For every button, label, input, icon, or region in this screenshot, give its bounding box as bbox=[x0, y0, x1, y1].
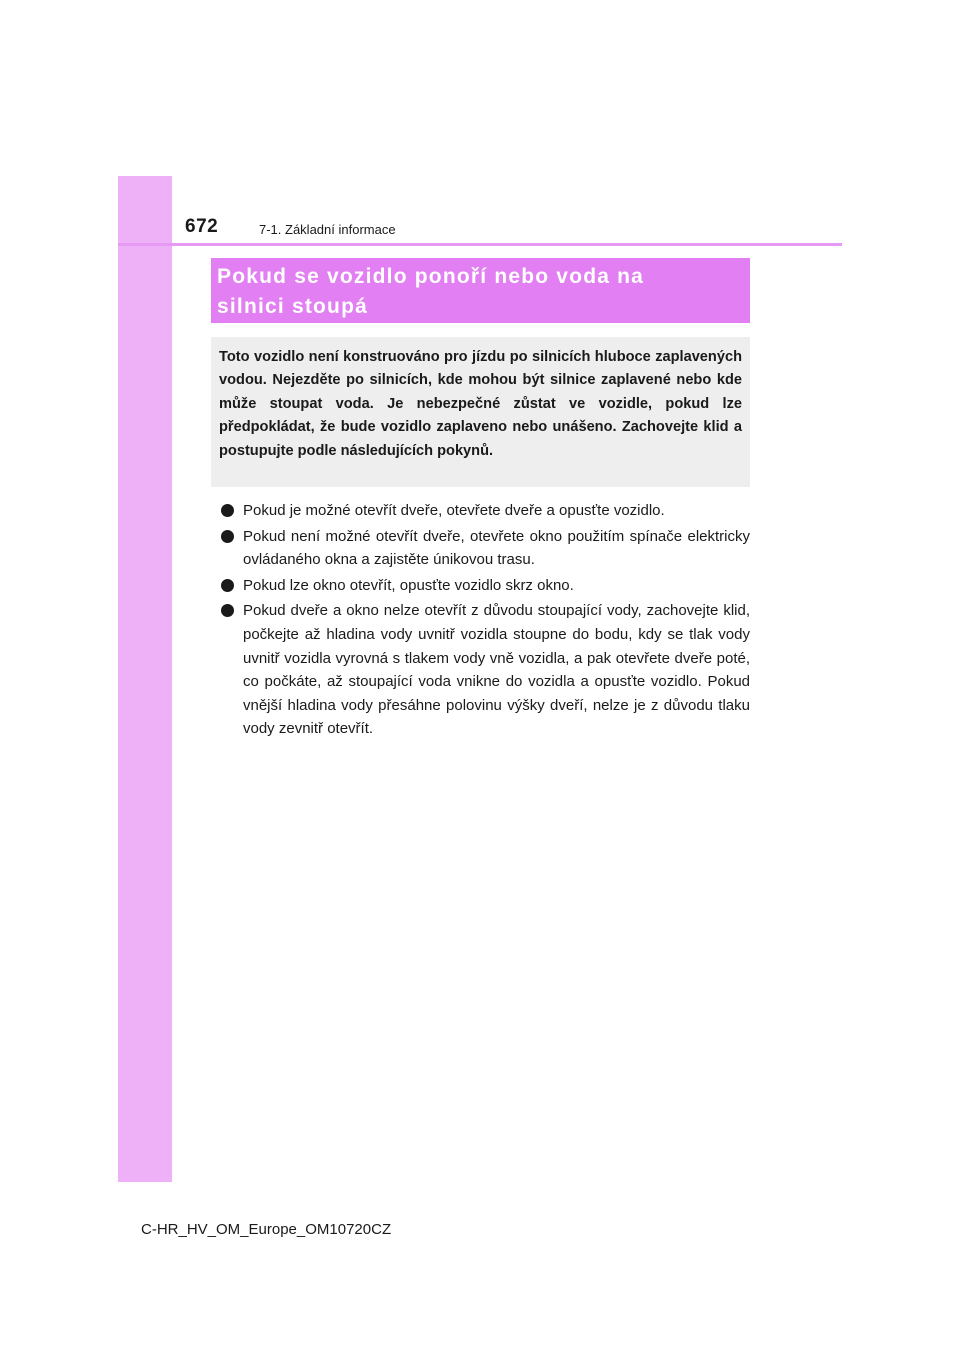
instruction-list bbox=[221, 499, 750, 743]
header-rule bbox=[118, 243, 842, 246]
list-item-text: Pokud dveře a okno nelze otevřít z důvodu stoupající vody, zachovejte klid, počkejte až hladina vody uvnitř vozidla stoupne do bodu, kdy se tlak vody uvnitř vozidla vyrovná s tlakem vody vně vozidla, a pak otevřete dveře poté, co počkáte, až stoupající voda vnikne do vozidla a opusťte vozidlo. Pokud vnější hladina vody přesáhne polovinu výšky dveří, nelze je z důvodu tlaku vody zevnitř otevřít. bbox=[243, 602, 750, 738]
list-item bbox=[221, 574, 750, 598]
side-tab-strip bbox=[118, 176, 172, 1182]
list-item-text: Pokud lze okno otevřít, opusťte vozidlo skrz okno. bbox=[243, 576, 574, 594]
list-item-text: Pokud není možné otevřít dveře, otevřete okno použitím spínače elektricky ovládaného okna a zajistěte únikovou trasu. bbox=[243, 527, 750, 569]
warning-box bbox=[211, 337, 750, 487]
bullet-icon bbox=[221, 504, 234, 517]
list-item bbox=[221, 525, 750, 572]
bullet-icon bbox=[221, 579, 234, 592]
page-number: 672 bbox=[185, 216, 219, 237]
section-title-line-2: silnici stoupá bbox=[217, 295, 368, 318]
section-label: 7-1. Základní informace bbox=[259, 222, 396, 237]
section-title-box bbox=[211, 258, 750, 323]
list-item bbox=[221, 499, 750, 523]
document-id-footer: C-HR_HV_OM_Europe_OM10720CZ bbox=[141, 1221, 392, 1238]
bullet-icon bbox=[221, 530, 234, 543]
list-item-text: Pokud je možné otevřít dveře, otevřete dveře a opusťte vozidlo. bbox=[243, 502, 665, 519]
section-title-line-1: Pokud se vozidlo ponoří nebo voda na bbox=[217, 265, 645, 288]
bullet-icon bbox=[221, 604, 234, 617]
warning-text: Toto vozidlo není konstruováno pro jízdu po silnicích hluboce zaplavených vodou. Nejezděte po silnicích, kde mohou být silnice zaplavené nebo kde může stoupat voda. Je nebezpečné zůstat ve vozidle, pokud lze předpokládat, že bude vozidlo zaplaveno nebo unášeno. Zachovejte klid a postupujte podle následujících pokynů. bbox=[219, 349, 742, 459]
list-item bbox=[221, 599, 750, 741]
